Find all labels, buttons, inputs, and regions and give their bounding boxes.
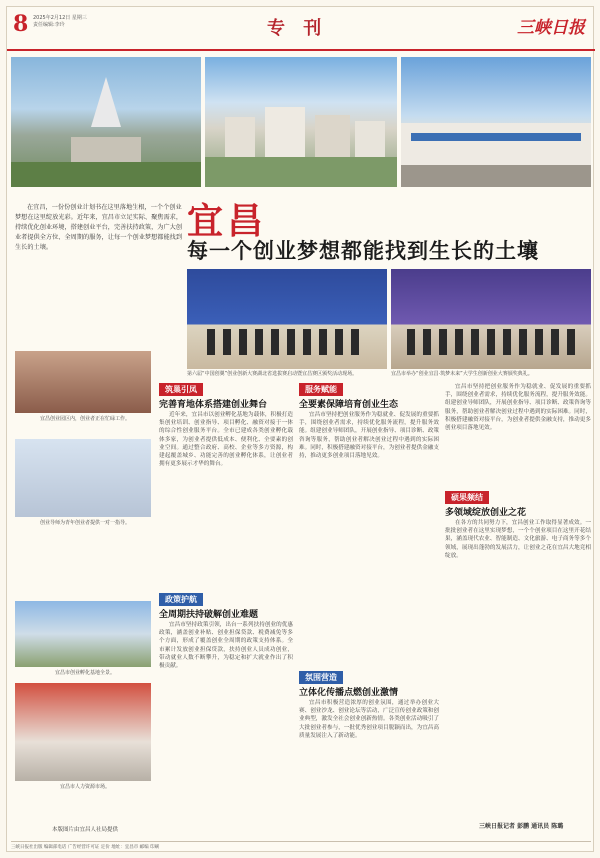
section-heading-3: 全周期扶持破解创业难题 (159, 610, 259, 620)
body-text-2b: 宜昌市坚持把创业服务作为稳就业、促发展的重要抓手，围绕创业者需求，持续优化服务流程，提升服务效能。组建创业导师团队，开展创业指导、项目诊断、政策咨询等服务，帮助创业者解决创业过程中遇到的实际困难。同时，积极搭建融资对接平台，为创业者提供金融支持，推动更多创业项目落地见效。 (445, 384, 591, 432)
body-text-4: 宜昌市积极营造浓厚的创业氛围，通过举办创业大赛、创业沙龙、创业论坛等活动，广泛宣传创业政策和创业典型，激发全社会创业创新热情。各类创业活动吸引了大批创业者参与，一批优秀创业项目脱颖而出，为宜昌高质量发展注入了新动能。 (299, 700, 439, 739)
photo-award-ceremony-2 (391, 269, 591, 369)
photo-left-4 (15, 683, 151, 781)
caption-left-4: 宜昌市人力资源市场。 (59, 784, 110, 790)
section-label-4: 氛围营造 (299, 671, 343, 684)
lead-paragraph: 在宜昌，一份份创业计划书在这里落地生根，一个个创业梦想在这里绽放光彩。近年来，宜昌市立足实际、聚焦需求，持续优化创业环境，搭建创业平台，完善扶持政策，为广大创业者提供全方位、全周期的服务，让每一个创业梦想都能找到生长的土壤。 (15, 204, 183, 251)
photo-park-aerial (205, 57, 397, 187)
sculpture-icon (11, 57, 201, 187)
page-header (7, 7, 595, 51)
body-text-2: 宜昌市坚持把创业服务作为稳就业、促发展的重要抓手，围绕创业者需求，持续优化服务流程，提升服务效能。组建创业导师团队，开展创业指导、项目诊断、政策咨询等服务，帮助创业者解决创业过程中遇到的实际困难。同时，积极搭建融资对接平台，为创业者提供金融支持，推动更多创业项目落地见效。 (299, 412, 439, 460)
body-text-3: 宜昌市坚持政策引领，出台一系列扶持创业的优惠政策，涵盖创业补贴、创业担保贷款、税费减免等多个方面，形成了覆盖创业全周期的政策支持体系。全市累计发放创业担保贷款，扶持创业人员成功创业，带动就业人数不断攀升，为稳定和扩大就业作出了积极贡献。 (159, 622, 293, 670)
caption-event-2: 宜昌市举办“创业宜昌·筑梦未来”大学生创新创业大赛颁奖典礼。 (391, 371, 533, 377)
header-meta (33, 15, 87, 29)
editor-credit: 责任编辑:李玲 (33, 22, 65, 28)
section-label-2: 服务赋能 (299, 383, 343, 396)
section-label-1: 筑巢引凤 (159, 383, 203, 396)
caption-left-2: 创业导师为青年创业者提供一对一指导。 (39, 520, 130, 526)
photo-award-ceremony-1 (187, 269, 387, 369)
byline: 三峡日报记者 彭鹏 通讯员 陈璐 (479, 823, 564, 830)
factory-icon (401, 57, 591, 187)
photo-factory (401, 57, 591, 187)
page-number: 8 (13, 11, 29, 37)
section-heading-4: 立体化传播点燃创业激情 (299, 688, 399, 698)
publication-info: 三峡日报社出版 编辑部电话 广告经营许可证 定价 地址：宜昌市 邮编 印刷 (11, 841, 591, 850)
buildings-icon (205, 57, 397, 187)
photo-left-2 (15, 439, 151, 517)
section-label-5: 硕果频结 (445, 491, 489, 504)
city-name: 宜昌 (187, 200, 268, 242)
photo-left-1 (15, 351, 151, 413)
photo-sculpture (11, 57, 201, 187)
body-text-5: 在各方的共同努力下，宜昌创业工作取得显著成效。一批批创业者在这里实现梦想，一个个创业项目在这里开花结果，涵盖现代农业、智能制造、文化旅游、电子商务等多个领域，展现出蓬勃的发展活力，让创业之花在宜昌大地竞相绽放。 (445, 520, 591, 559)
caption-left-3: 宜昌市创业孵化基地全景。 (54, 670, 115, 676)
photo-left-3 (15, 601, 151, 667)
section-label-3: 政策护航 (159, 593, 203, 606)
caption-event-1: 第六届“中国创翼”创业创新大赛湖北省选拔赛启动暨宜昌赛区颁奖活动现场。 (187, 371, 358, 377)
people-group-icon (187, 269, 387, 369)
section-heading-2: 全要素保障培育创业生态 (299, 400, 399, 410)
body-text-1: 近年来，宜昌市以创业孵化基地为载体，积极打造集创业培训、创业指导、项目孵化、融资对接于一体的综合性创业服务平台。全市已建成各类创业孵化载体多家，为创业者提供低成本、便利化、全要素的创业空间。通过整合政府、高校、企业等多方资源，构建起覆盖城乡、功能完善的创业孵化体系，让创业者拥有更多展示才华的舞台。 (159, 412, 293, 468)
newspaper-page (6, 6, 594, 852)
photo-credit: 本版图片由宜昌人社局提供 (51, 827, 118, 833)
section-heading-1: 完善育地体系搭建创业舞台 (159, 400, 268, 410)
newspaper-logo: 三峡日报 (517, 18, 585, 38)
section-title: 专 刊 (267, 18, 328, 39)
issue-date: 2025年2月12日 星期三 (33, 15, 87, 21)
people-group-icon (391, 269, 591, 369)
page-headline: 每一个创业梦想都能找到生长的土壤 (187, 239, 539, 263)
caption-left-1: 宜昌创业园区内，创业者正在忙碌工作。 (39, 416, 130, 422)
section-heading-5: 多领域绽放创业之花 (445, 508, 527, 518)
